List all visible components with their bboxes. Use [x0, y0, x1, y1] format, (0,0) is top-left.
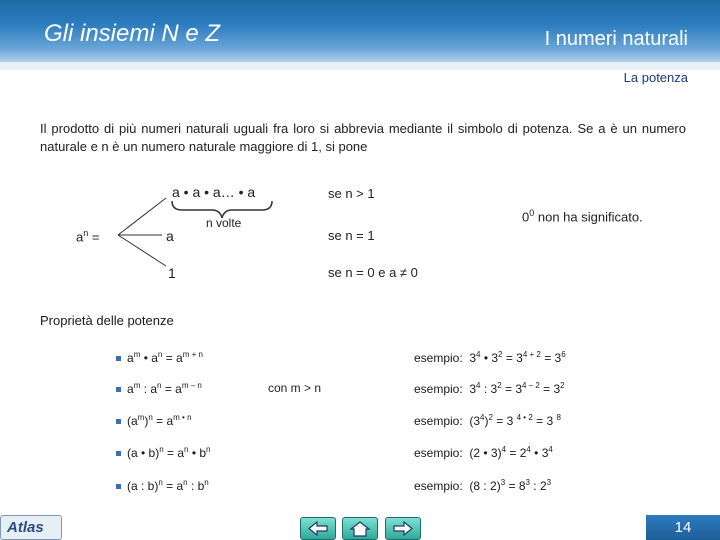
property-5: (a : $b)^n = a^n$ : $b^n$: [116, 478, 209, 493]
example-4: esempio: (2 • $3)^4 = 2^4$ • $3^4$: [414, 445, 553, 460]
branch-line-top: [118, 198, 166, 235]
power-lhs: $a^n$ =: [76, 228, 100, 245]
page-title: Gli insiemi N e Z: [44, 20, 221, 47]
chapter-subtitle: I numeri naturali: [544, 28, 688, 50]
properties-title: Proprietà delle potenze: [40, 313, 174, 328]
example-2: esempio: $3^4$ : $3^2 = 3^{4 - 2} = 3^2$: [414, 381, 565, 396]
arrow-right-icon: [392, 520, 414, 537]
example-1: esempio: $3^4$ • $3^2 = 3^{4 + 2} = 3^6$: [414, 350, 566, 365]
example-5: esempio: (8 : $2)^3 = 8^3$ : $2^3$: [414, 478, 552, 493]
case-condition-2: se n = 1: [328, 228, 375, 243]
home-icon: [349, 520, 371, 537]
property-2: $a^m$ : $a^n = a^{m - n}$: [116, 381, 202, 396]
case-product: a • a • a… • a: [172, 184, 256, 200]
atlas-logo: [0, 515, 62, 540]
bullet-icon: [116, 419, 121, 424]
case-one: 1: [168, 265, 176, 281]
intro-paragraph: Il prodotto di più numeri naturali uguali fra loro si abbrevia mediante il simbolo di potenza. Se a è un numero naturale e n è un numero naturale maggiore di 1, si pone: [40, 121, 686, 154]
page-number: 14: [646, 515, 720, 540]
brace-label: n volte: [206, 216, 242, 230]
zero-power-note: $0^0$ non ha significato.: [522, 208, 643, 225]
case-condition-1: se n > 1: [328, 186, 375, 201]
example-3: esempio: $(3^4)^2 = 3$ $^{4 • 2}$ = 3 $^8$: [414, 413, 561, 428]
arrow-left-icon: [307, 520, 329, 537]
bullet-icon: [116, 356, 121, 361]
next-button[interactable]: [385, 517, 421, 540]
previous-button[interactable]: [300, 517, 336, 540]
branch-line-bottom: [118, 235, 166, 266]
bullet-icon: [116, 451, 121, 456]
property-condition: con m > n: [268, 381, 322, 395]
bullet-icon: [116, 387, 121, 392]
home-button[interactable]: [342, 517, 378, 540]
section-title: La potenza: [623, 70, 688, 85]
bullet-icon: [116, 484, 121, 489]
property-4: (a • $b)^n = a^n$ • $b^n$: [116, 445, 210, 460]
logo-text: Atlas: [7, 519, 44, 536]
property-3: $(a^m)^n = a^{m • n}$: [116, 413, 192, 428]
case-a: a: [166, 228, 174, 244]
property-1: $a^m$ • $a^n = a^{m + n}$: [116, 350, 203, 365]
case-condition-3: se n = 0 e a ≠ 0: [328, 265, 418, 280]
